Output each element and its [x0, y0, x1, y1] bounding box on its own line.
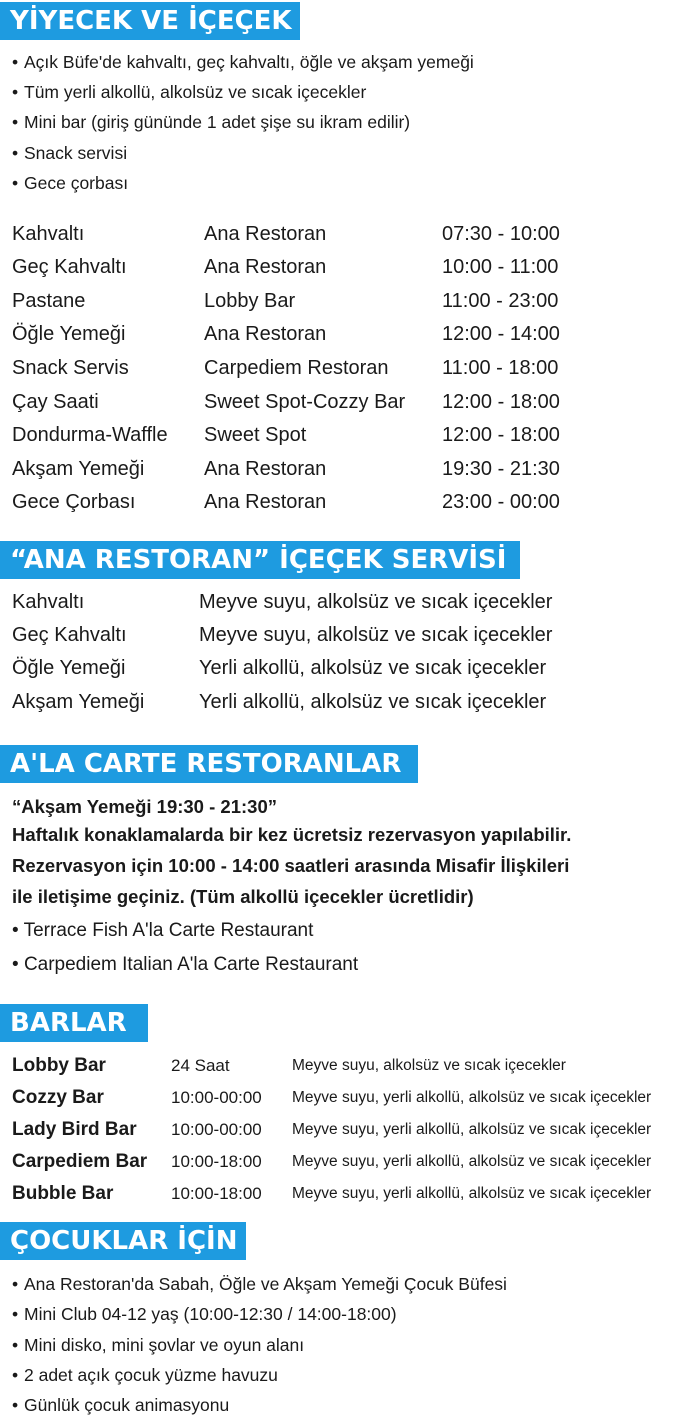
bullet-icon: •: [12, 52, 19, 72]
schedule-place: Lobby Bar: [204, 290, 296, 312]
bar-name: Lady Bird Bar: [12, 1119, 137, 1140]
schedule-time: 10:00 - 11:00: [442, 256, 559, 278]
schedule-row: [0, 387, 700, 417]
bar-row: [0, 1147, 700, 1177]
bar-desc: Meyve suyu, yerli alkollü, alkolsüz ve sıcak içecekler: [292, 1089, 652, 1106]
restaurant-item: [12, 950, 358, 980]
bar-name: Bubble Bar: [12, 1183, 114, 1204]
drink-meal: Akşam Yemeği: [12, 691, 145, 713]
list-item: [12, 1393, 229, 1417]
list-item-text: Snack servisi: [24, 143, 128, 163]
list-item-text: Günlük çocuk animasyonu: [24, 1395, 230, 1415]
bullet-icon: •: [12, 1274, 19, 1294]
schedule-row: [0, 319, 700, 349]
list-item-text: Mini bar (giriş gününde 1 adet şişe su ikram edilir): [24, 112, 411, 132]
list-item-text: Açık Büfe'de kahvaltı, geç kahvaltı, öğle ve akşam yemeği: [24, 52, 474, 72]
bullet-icon: •: [12, 954, 24, 975]
bar-name: Carpediem Bar: [12, 1151, 148, 1172]
schedule-row: [0, 286, 700, 316]
restaurant-item: [12, 916, 313, 946]
alacarte-note: ile iletişime geçiniz. (Tüm alkollü içecekler ücretlidir): [12, 886, 474, 907]
drink-desc: Yerli alkollü, alkolsüz ve sıcak içecekler: [199, 657, 547, 679]
schedule-time: 07:30 - 10:00: [442, 223, 560, 245]
schedule-time: 11:00 - 18:00: [442, 357, 559, 379]
section-header-drinks: “ANA RESTORAN” İÇEÇEK SERVİSİ: [0, 541, 520, 579]
bar-hours: 10:00-00:00: [171, 1120, 262, 1139]
section-header-bars: BARLAR: [0, 1004, 148, 1042]
schedule-meal: Snack Servis: [12, 357, 129, 379]
bar-row: [0, 1083, 700, 1113]
bullet-icon: •: [12, 173, 19, 193]
section-header-kids: ÇOCUKLAR İÇİN: [0, 1222, 246, 1260]
drink-meal: Geç Kahvaltı: [12, 624, 127, 646]
schedule-meal: Öğle Yemeği: [12, 323, 126, 345]
schedule-place: Carpediem Restoran: [204, 357, 389, 379]
bullet-icon: •: [12, 1304, 19, 1324]
list-item: [12, 1333, 304, 1357]
schedule-meal: Geç Kahvaltı: [12, 256, 127, 278]
drink-row: [0, 587, 700, 617]
schedule-place: Ana Restoran: [204, 323, 327, 345]
list-item: [12, 80, 366, 104]
drink-desc: Meyve suyu, alkolsüz ve sıcak içecekler: [199, 624, 553, 646]
schedule-place: Ana Restoran: [204, 223, 327, 245]
list-item: [12, 50, 474, 74]
schedule-meal: Dondurma-Waffle: [12, 424, 168, 446]
bullet-icon: •: [12, 1335, 19, 1355]
restaurant-name: Carpediem Italian A'la Carte Restaurant: [23, 954, 359, 975]
bar-row: [0, 1051, 700, 1081]
bar-row: [0, 1115, 700, 1145]
bar-name: Cozzy Bar: [12, 1087, 104, 1108]
schedule-place: Sweet Spot: [204, 424, 307, 446]
bar-row: [0, 1179, 700, 1209]
list-item: [12, 1272, 507, 1296]
schedule-row: [0, 252, 700, 282]
bar-desc: Meyve suyu, alkolsüz ve sıcak içecekler: [292, 1057, 566, 1074]
schedule-meal: Akşam Yemeği: [12, 458, 145, 480]
drink-row: [0, 687, 700, 717]
schedule-time: 23:00 - 00:00: [442, 491, 560, 513]
schedule-meal: Pastane: [12, 290, 86, 312]
bullet-icon: •: [12, 1365, 19, 1385]
schedule-meal: Gece Çorbası: [12, 491, 136, 513]
list-item: [12, 1302, 397, 1326]
drink-meal: Öğle Yemeği: [12, 657, 126, 679]
schedule-row: [0, 353, 700, 383]
schedule-time: 12:00 - 18:00: [442, 424, 560, 446]
section-header-food: YİYECEK VE İÇEÇEK: [0, 2, 300, 40]
bar-desc: Meyve suyu, yerli alkollü, alkolsüz ve sıcak içecekler: [292, 1121, 652, 1138]
schedule-time: 11:00 - 23:00: [442, 290, 559, 312]
list-item-text: Tüm yerli alkollü, alkolsüz ve sıcak içecekler: [24, 82, 367, 102]
list-item: [12, 141, 127, 165]
list-item-text: Ana Restoran'da Sabah, Öğle ve Akşam Yemeği Çocuk Büfesi: [24, 1274, 507, 1294]
alacarte-note: Haftalık konaklamalarda bir kez ücretsiz rezervasyon yapılabilir.: [12, 824, 572, 845]
schedule-meal: Çay Saati: [12, 391, 99, 413]
schedule-row: [0, 420, 700, 450]
bar-desc: Meyve suyu, yerli alkollü, alkolsüz ve sıcak içecekler: [292, 1153, 652, 1170]
list-item-text: Mini Club 04-12 yaş (10:00-12:30 / 14:00-18:00): [24, 1304, 397, 1324]
bullet-icon: •: [12, 112, 19, 132]
bar-hours: 10:00-00:00: [171, 1088, 262, 1107]
drink-meal: Kahvaltı: [12, 591, 85, 613]
bar-desc: Meyve suyu, yerli alkollü, alkolsüz ve sıcak içecekler: [292, 1185, 652, 1202]
bullet-icon: •: [12, 82, 19, 102]
list-item-text: Gece çorbası: [24, 173, 129, 193]
bullet-icon: •: [12, 1395, 19, 1415]
schedule-row: [0, 219, 700, 249]
bullet-icon: •: [12, 920, 24, 941]
schedule-time: 12:00 - 14:00: [442, 323, 560, 345]
bar-hours: 24 Saat: [171, 1056, 230, 1075]
schedule-place: Ana Restoran: [204, 491, 327, 513]
bar-hours: 10:00-18:00: [171, 1152, 262, 1171]
schedule-time: 12:00 - 18:00: [442, 391, 560, 413]
list-item: [12, 110, 410, 134]
schedule-place: Sweet Spot-Cozzy Bar: [204, 391, 406, 413]
restaurant-name: Terrace Fish A'la Carte Restaurant: [23, 920, 314, 941]
bullet-icon: •: [12, 143, 19, 163]
drink-desc: Meyve suyu, alkolsüz ve sıcak içecekler: [199, 591, 553, 613]
list-item: [12, 1363, 278, 1387]
section-header-alacarte: A'LA CARTE RESTORANLAR: [0, 745, 418, 783]
alacarte-note: “Akşam Yemeği 19:30 - 21:30”: [12, 796, 277, 817]
drink-desc: Yerli alkollü, alkolsüz ve sıcak içecekler: [199, 691, 547, 713]
drink-row: [0, 620, 700, 650]
schedule-meal: Kahvaltı: [12, 223, 85, 245]
schedule-row: [0, 454, 700, 484]
alacarte-note: Rezervasyon için 10:00 - 14:00 saatleri arasında Misafir İlişkileri: [12, 855, 570, 876]
bar-name: Lobby Bar: [12, 1055, 106, 1076]
schedule-place: Ana Restoran: [204, 256, 327, 278]
bar-hours: 10:00-18:00: [171, 1184, 262, 1203]
list-item: [12, 171, 128, 195]
schedule-row: [0, 487, 700, 517]
schedule-time: 19:30 - 21:30: [442, 458, 560, 480]
list-item-text: 2 adet açık çocuk yüzme havuzu: [24, 1365, 278, 1385]
schedule-place: Ana Restoran: [204, 458, 327, 480]
drink-row: [0, 653, 700, 683]
list-item-text: Mini disko, mini şovlar ve oyun alanı: [24, 1335, 305, 1355]
